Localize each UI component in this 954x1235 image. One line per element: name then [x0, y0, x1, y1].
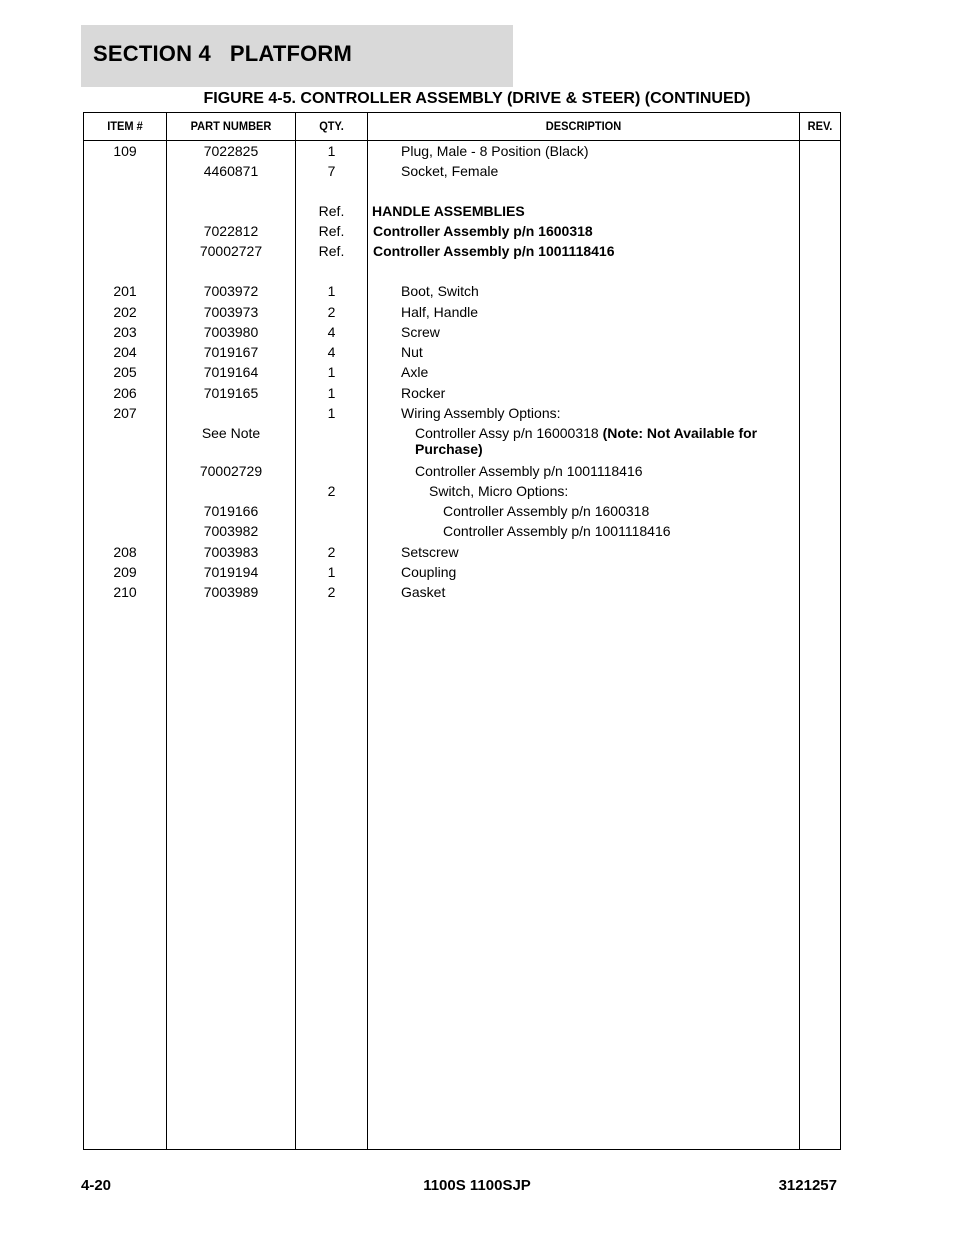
- quantity: 1: [327, 385, 336, 401]
- section-header: [81, 25, 513, 87]
- table-row: [84, 141, 840, 161]
- section-title: SECTION 4 PLATFORM: [93, 41, 353, 66]
- description-text: Controller Assembly p/n 1600318: [443, 503, 650, 519]
- item-number: 109: [113, 143, 137, 159]
- item-number: 207: [113, 405, 137, 421]
- description: [401, 344, 821, 360]
- description: [401, 283, 821, 299]
- table-row: [84, 521, 840, 541]
- description-text: Controller Assembly p/n 1600318: [373, 223, 593, 239]
- description-text: Plug, Male - 8 Position (Black): [401, 143, 589, 159]
- description-text: Gasket: [401, 584, 446, 600]
- part-number: 7003980: [203, 324, 259, 340]
- description-text: Controller Assembly p/n 1001118416: [373, 243, 615, 259]
- item-number: 203: [113, 324, 137, 340]
- part-number: 7003989: [203, 584, 259, 600]
- description: [443, 523, 863, 539]
- quantity: Ref.: [318, 223, 345, 239]
- table-row: [84, 281, 840, 301]
- description-text: Setscrew: [401, 544, 459, 560]
- column-header-item: ITEM #: [107, 119, 143, 133]
- parts-table: [83, 112, 841, 1150]
- page-number: 4-20: [81, 1177, 112, 1194]
- column-header-rev: REV.: [807, 119, 833, 133]
- column-divider: [799, 113, 800, 1149]
- quantity: 1: [327, 405, 336, 421]
- quantity: 7: [327, 163, 336, 179]
- description: [401, 304, 821, 320]
- description: [401, 324, 821, 340]
- quantity: 4: [327, 344, 336, 360]
- item-number: 202: [113, 304, 137, 320]
- description: [373, 243, 793, 259]
- description-text: Wiring Assembly Options:: [401, 405, 561, 421]
- quantity: 2: [327, 584, 336, 600]
- part-number: 7019164: [203, 364, 259, 380]
- table-row: [84, 221, 840, 241]
- quantity: 4: [327, 324, 336, 340]
- description: [401, 385, 821, 401]
- part-number: 7003983: [203, 544, 259, 560]
- description: [372, 203, 792, 219]
- quantity: 1: [327, 283, 336, 299]
- column-header-qty: QTY.: [319, 119, 344, 133]
- table-row: [84, 201, 840, 221]
- description-text: Controller Assembly p/n 1001118416: [415, 463, 643, 479]
- description: [401, 163, 821, 179]
- table-row: [84, 582, 840, 602]
- column-divider: [367, 113, 368, 1149]
- column-header-description: DESCRIPTION: [545, 119, 622, 133]
- column-divider: [295, 113, 296, 1149]
- description: [415, 425, 775, 457]
- description: [401, 584, 821, 600]
- description-text: Controller Assy p/n 16000318: [415, 425, 603, 441]
- table-row: [84, 461, 840, 481]
- column-divider: [166, 113, 167, 1149]
- quantity: 2: [327, 483, 336, 499]
- table-row: [84, 241, 840, 261]
- table-row: [84, 481, 840, 501]
- description-text: Socket, Female: [401, 163, 499, 179]
- description: [401, 364, 821, 380]
- description: [401, 544, 821, 560]
- part-number: 7019167: [203, 344, 259, 360]
- description: [401, 143, 821, 159]
- model-name: 1100S 1100SJP: [423, 1177, 531, 1194]
- part-number: 7019166: [203, 503, 259, 519]
- part-number: 7022812: [203, 223, 259, 239]
- description-text: Screw: [401, 324, 440, 340]
- table-row: [84, 383, 840, 403]
- table-row: [84, 501, 840, 521]
- quantity: 1: [327, 564, 336, 580]
- part-number: See Note: [201, 425, 261, 441]
- description-text: Coupling: [401, 564, 457, 580]
- description-text: Controller Assembly p/n 1001118416: [443, 523, 671, 539]
- item-number: 206: [113, 385, 137, 401]
- part-number: 7003972: [203, 283, 259, 299]
- description-text: Rocker: [401, 385, 446, 401]
- description-text: Nut: [401, 344, 423, 360]
- table-row: [84, 342, 840, 362]
- figure-title: FIGURE 4-5. CONTROLLER ASSEMBLY (DRIVE & STEER) (CONTINUED): [203, 90, 751, 107]
- quantity: Ref.: [318, 243, 345, 259]
- table-row: [84, 322, 840, 342]
- part-number: 7003982: [203, 523, 259, 539]
- description: [443, 503, 863, 519]
- quantity: 2: [327, 544, 336, 560]
- part-number: 70002727: [199, 243, 263, 259]
- quantity: 1: [327, 143, 336, 159]
- table-row: [84, 403, 840, 423]
- table-row: [84, 562, 840, 582]
- quantity: 1: [327, 364, 336, 380]
- column-header-part-number: PART NUMBER: [190, 119, 272, 133]
- part-number: 70002729: [199, 463, 263, 479]
- table-row: [84, 362, 840, 382]
- item-number: 204: [113, 344, 137, 360]
- part-number: 7003973: [203, 304, 259, 320]
- quantity: Ref.: [318, 203, 345, 219]
- item-number: 201: [113, 283, 137, 299]
- item-number: 208: [113, 544, 137, 560]
- description-text: Half, Handle: [401, 304, 479, 320]
- description: [429, 483, 849, 499]
- part-number: 4460871: [203, 163, 259, 179]
- part-number: 7019165: [203, 385, 259, 401]
- description: [401, 564, 821, 580]
- description: [415, 463, 835, 479]
- description-text: Boot, Switch: [401, 283, 479, 299]
- table-row: [84, 542, 840, 562]
- item-number: 209: [113, 564, 137, 580]
- document-number: 3121257: [778, 1177, 837, 1194]
- description: [401, 405, 821, 421]
- item-number: 205: [113, 364, 137, 380]
- description-text: Axle: [401, 364, 429, 380]
- description-text: HANDLE ASSEMBLIES: [372, 203, 525, 219]
- table-row: [84, 302, 840, 322]
- item-number: 210: [113, 584, 137, 600]
- description-note: (Note: Not Available for Purchase): [415, 425, 758, 457]
- table-row: [84, 161, 840, 181]
- part-number: 7022825: [203, 143, 259, 159]
- table-row: [84, 423, 840, 457]
- description-text: Switch, Micro Options:: [429, 483, 569, 499]
- description: [373, 223, 793, 239]
- part-number: 7019194: [203, 564, 259, 580]
- quantity: 2: [327, 304, 336, 320]
